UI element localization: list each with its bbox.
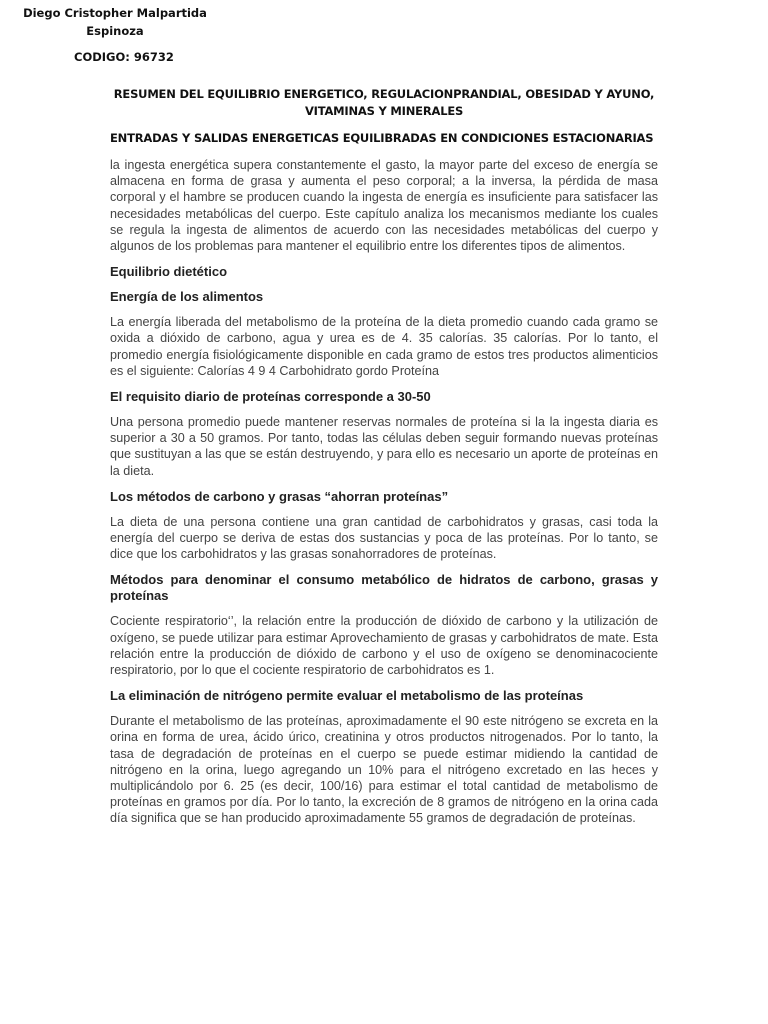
subheading-dietary-balance: Equilibrio dietético xyxy=(110,264,228,280)
paragraph-food-energy: La energía liberada del metabolismo de la proteína de la dieta promedio cuando cada gramo se oxida a dióxido de carbono, agua y urea es de 4. 35 calorías. 35 calorías. Por lo tanto, el promedio energía fisiológicamente disponible en cada gramo de estos tres productos alimenticios es el siguiente: Calorías 4 9 4 Carbohidrato gordo Proteína xyxy=(110,315,658,378)
subheading-daily-protein: El requisito diario de proteínas corresponde a 30-50 xyxy=(110,389,431,405)
paragraph-protein-sparers: La dieta de una persona contiene una gran cantidad de carbohidratos y grasas, casi toda la energía del cuerpo se deriva de estas dos sustancias y poca de las proteínas. Por lo tanto, se dice que los carbohidratos y las grasas sonahorradores de proteínas. xyxy=(110,514,658,562)
paragraph-daily-protein: Una persona promedio puede mantener reservas normales de proteína si la la ingesta diaria es superior a 30 a 50 gramos. Por tanto, todas las células deben seguir formando nuevas proteínas que sustituyan a las que se están destruyendo, y para ello es necesario un aporte de proteínas en la dieta. xyxy=(110,415,658,478)
document-title: RESUMEN DEL EQUILIBRIO ENERGETICO, REGULACIONPRANDIAL, OBESIDAD Y AYUNO, VITAMINAS Y MINERALES xyxy=(113,87,655,118)
subheading-metabolic-methods: Métodos para denominar el consumo metabólico de hidratos de carbono, grasas y proteínas xyxy=(110,572,658,604)
subheading-protein-sparers: Los métodos de carbono y grasas “ahorran proteínas” xyxy=(110,488,449,504)
author-name: Diego Cristopher Malpartida Espinoza xyxy=(23,6,207,38)
intro-paragraph: la ingesta energética supera constantemente el gasto, la mayor parte del exceso de energía se almacena en forma de grasa y aumenta el peso corporal; a la inversa, la pérdida de masa corporal y el hambre se producen cuando la ingesta de energía es insuficiente para satisfacer las necesidades metabólicas del cuerpo. Este capítulo analiza los mecanismos mediante los cuales se regula la ingesta de alimentos de acuerdo con las necesidades metabólicas del cuerpo y algunos de los problemas para mantener el equilibrio entre los diferentes tipos de alimentos. xyxy=(110,158,658,254)
student-code: CODIGO: 96732 xyxy=(74,50,174,64)
paragraph-nitrogen-elimination: Durante el metabolismo de las proteínas, aproximadamente el 90 este nitrógeno se excreta en la orina en forma de urea, ácido úrico, creatinina y otros productos nitrogenados. Por lo tanto, la tasa de degradación de proteínas en el cuerpo se puede estimar midiendo la cantidad de nitrógeno en la orina, luego agregando un 10% para el nitrógeno excretado en las heces y multiplicándolo por 6. 25 (es decir, 100/16) para estimar el total cantidad de metabolismo de proteínas en gramos por día. Por lo tanto, la excreción de 8 gramos de nitrógeno en la orina cada día significa que se han producido aproximadamente 55 gramos de degradación de proteínas. xyxy=(110,714,658,826)
paragraph-respiratory-quotient: Cociente respiratorio‘’, la relación entre la producción de dióxido de carbono y la utilización de oxígeno, se puede utilizar para estimar Aprovechamiento de grasas y carbohidratos de mate. Esta relación entre la producción de dióxido de carbono y el uso de oxígeno se denominacociente respiratorio, por lo que el cociente respiratorio de carbohidratos es 1. xyxy=(110,614,658,678)
section-heading: ENTRADAS Y SALIDAS ENERGETICAS EQUILIBRADAS EN CONDICIONES ESTACIONARIAS xyxy=(110,131,654,145)
subheading-nitrogen-elimination: La eliminación de nitrógeno permite evaluar el metabolismo de las proteínas xyxy=(110,688,584,704)
subheading-food-energy: Energía de los alimentos xyxy=(110,289,264,305)
document-body xyxy=(110,86,658,837)
